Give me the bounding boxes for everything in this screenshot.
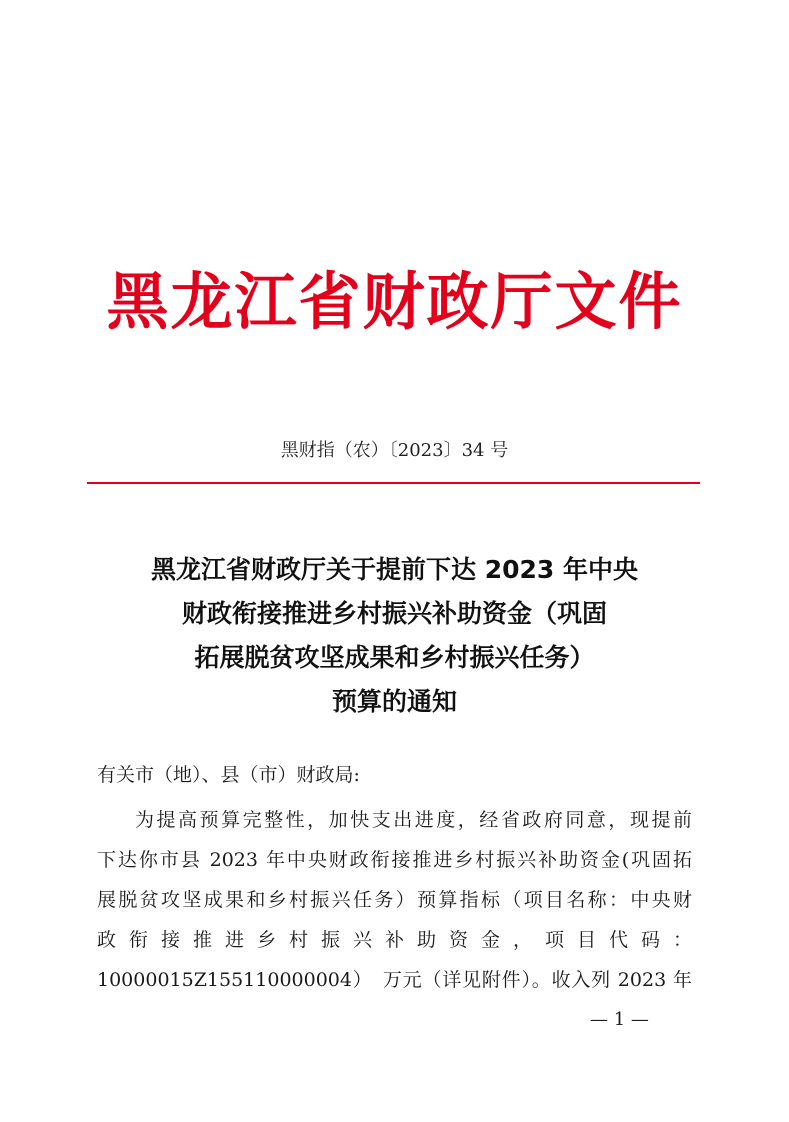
- page-number: — 1 —: [590, 1009, 649, 1030]
- subject-line: 预算的通知: [331, 687, 457, 716]
- subject-line: 财政衔接推进乡村振兴补助资金（巩固: [181, 599, 607, 628]
- document-number: 黑财指（农）〔2023〕34 号: [280, 440, 509, 461]
- body-line: 10000015Z155110000004） 万元（详见附件）。收入列 2023 年: [97, 969, 692, 991]
- body-line: 展脱贫攻坚成果和乡村振兴任务）预算指标（项目名称：中央财: [97, 889, 692, 911]
- document-subject: [60, 548, 729, 724]
- body-line: 为提高预算完整性，加快支出进度，经省政府同意，现提前: [135, 809, 692, 831]
- body-line: 政衔接推进乡村振兴补助资金，项目代码：: [97, 929, 692, 951]
- red-divider-line: [87, 482, 700, 484]
- body-paragraph: [97, 800, 692, 1000]
- document-header-title: 黑龙江省财政厅文件: [106, 265, 683, 338]
- salutation: 有关市（地）、县（市）财政局:: [97, 764, 360, 786]
- body-line: 下达你市县 2023 年中央财政衔接推进乡村振兴补助资金(巩固拓: [97, 849, 692, 871]
- subject-line: 黑龙江省财政厅关于提前下达 2023 年中央: [151, 555, 638, 584]
- subject-line: 拓展脱贫攻坚成果和乡村振兴任务）: [194, 643, 595, 672]
